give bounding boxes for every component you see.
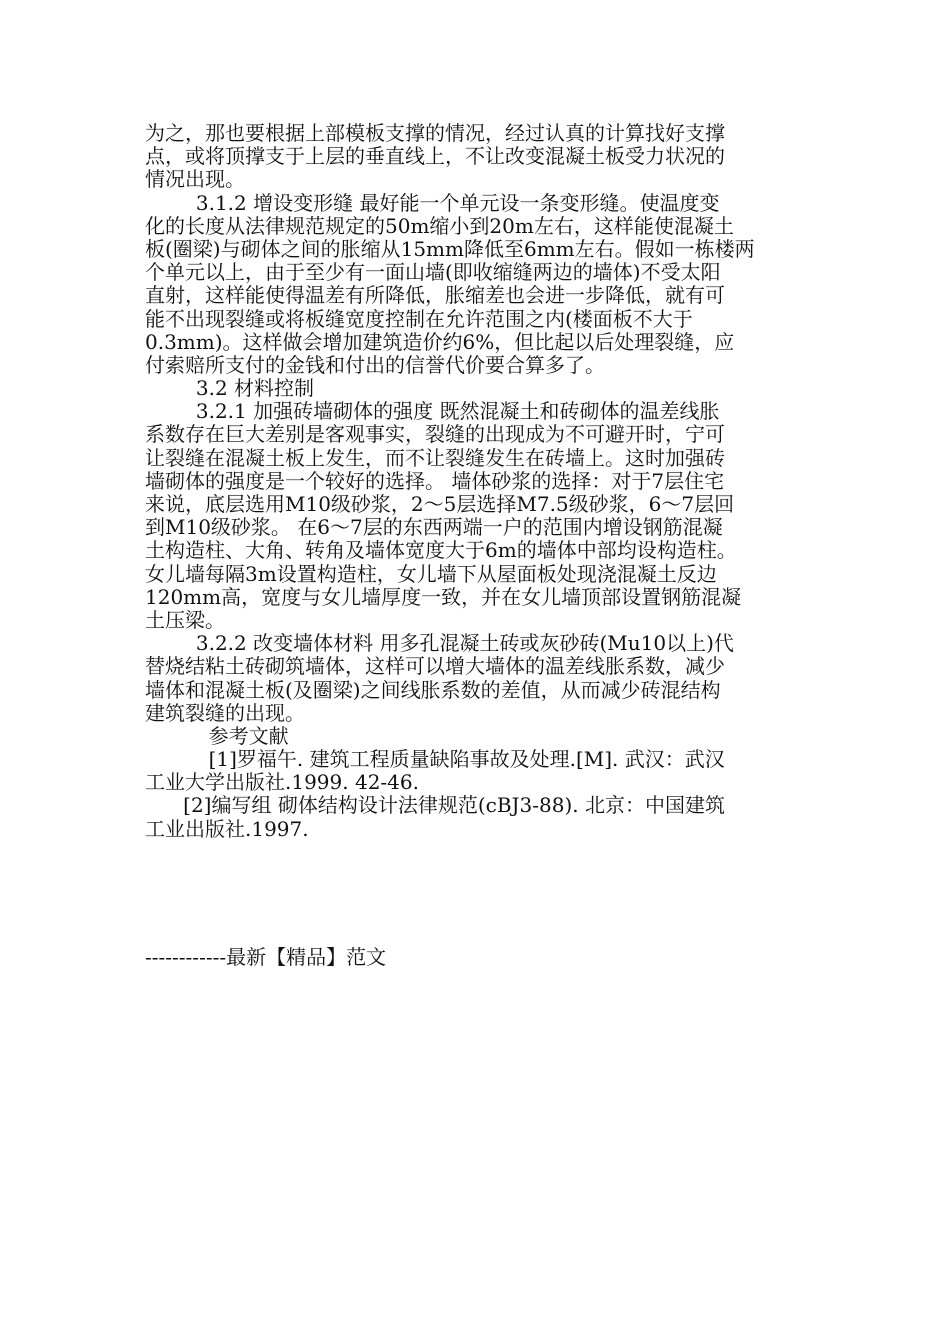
text-line: 情况出现。 [145,167,245,192]
text-line: 能不出现裂缝或将板缝宽度控制在允许范围之内(楼面板不大于 [145,306,693,331]
text-line: 0.3mm)。这样做会增加建筑造价约6%，但比起以后处理裂缝，应 [145,329,735,354]
text-line: 3.2.1 加强砖墙砌体的强度 既然混凝土和砖砌体的温差线胀 [145,399,720,424]
text-line: 替烧结粘土砖砌筑墙体，这样可以增大墙体的温差线胀系数，减少 [145,654,725,679]
text-line: 化的长度从法律规范规定的50m缩小到20m左右，这样能使混凝土 [145,213,734,238]
footer-banner: ------------最新【精品】范文 [145,945,387,969]
text-line: 土构造柱、大角、转角及墙体宽度大于6m的墙体中部均设构造柱。 [145,538,737,563]
body-text [145,122,810,841]
text-line: 工业出版社.1997. [145,816,309,841]
text-line: 参考文献 [145,723,289,748]
text-line: 3.2.2 改变墙体材料 用多孔混凝土砖或灰砂砖(Mu10以上)代 [145,631,734,656]
text-line: 工业大学出版社.1999. 42-46. [145,770,419,795]
text-line: 到M10级砂浆。 在6～7层的东西两端一户的范围内增设钢筋混凝 [145,515,723,540]
text-line: 土压梁。 [145,607,225,632]
text-line: 个单元以上，由于至少有一面山墙(即收缩缝两边的墙体)不受太阳 [145,260,721,285]
text-line: 为之，那也要根据上部模板支撑的情况，经过认真的计算找好支撑 [145,121,725,145]
text-line: 付索赔所支付的金钱和付出的信誉代价要合算多了。 [145,352,605,377]
text-line: 3.2 材料控制 [145,376,315,401]
text-line: 120mm高，宽度与女儿墙厚度一致，并在女儿墙顶部设置钢筋混凝 [145,584,742,609]
text-line: 墙砌体的强度是一个较好的选择。 墙体砂浆的选择：对于7层住宅 [145,468,725,493]
text-line: [2]编写组 砌体结构设计法律规范(cBJ3-88). 北京：中国建筑 [145,793,725,818]
text-line: 点，或将顶撑支于上层的垂直线上，不让改变混凝土板受力状况的 [145,144,725,169]
text-line: 建筑裂缝的出现。 [145,700,305,725]
text-line: 板(圈梁)与砌体之间的胀缩从15mm降低至6mm左右。假如一栋楼两 [145,236,755,261]
text-line: 墙体和混凝土板(及圈梁)之间线胀系数的差值，从而减少砖混结构 [145,677,721,702]
text-line: 让裂缝在混凝土板上发生，而不让裂缝发生在砖墙上。这时加强砖 [145,445,725,470]
text-line: 来说，底层选用M10级砂浆，2～5层选择M7.5级砂浆，6～7层回 [145,492,735,516]
text-line: 3.1.2 增设变形缝 最好能一个单元设一条变形缝。使温度变 [145,190,720,215]
text-line: 直射，这样能使得温差有所降低，胀缩差也会进一步降低，就有可 [145,283,725,308]
text-line: 系数存在巨大差别是客观事实，裂缝的出现成为不可避开时，宁可 [145,422,725,447]
text-line: [1]罗福午. 建筑工程质量缺陷事故及处理.[M]. 武汉：武汉 [145,747,725,772]
text-line: 女儿墙每隔3m设置构造柱，女儿墙下从屋面板处现浇混凝土反边 [145,561,717,586]
